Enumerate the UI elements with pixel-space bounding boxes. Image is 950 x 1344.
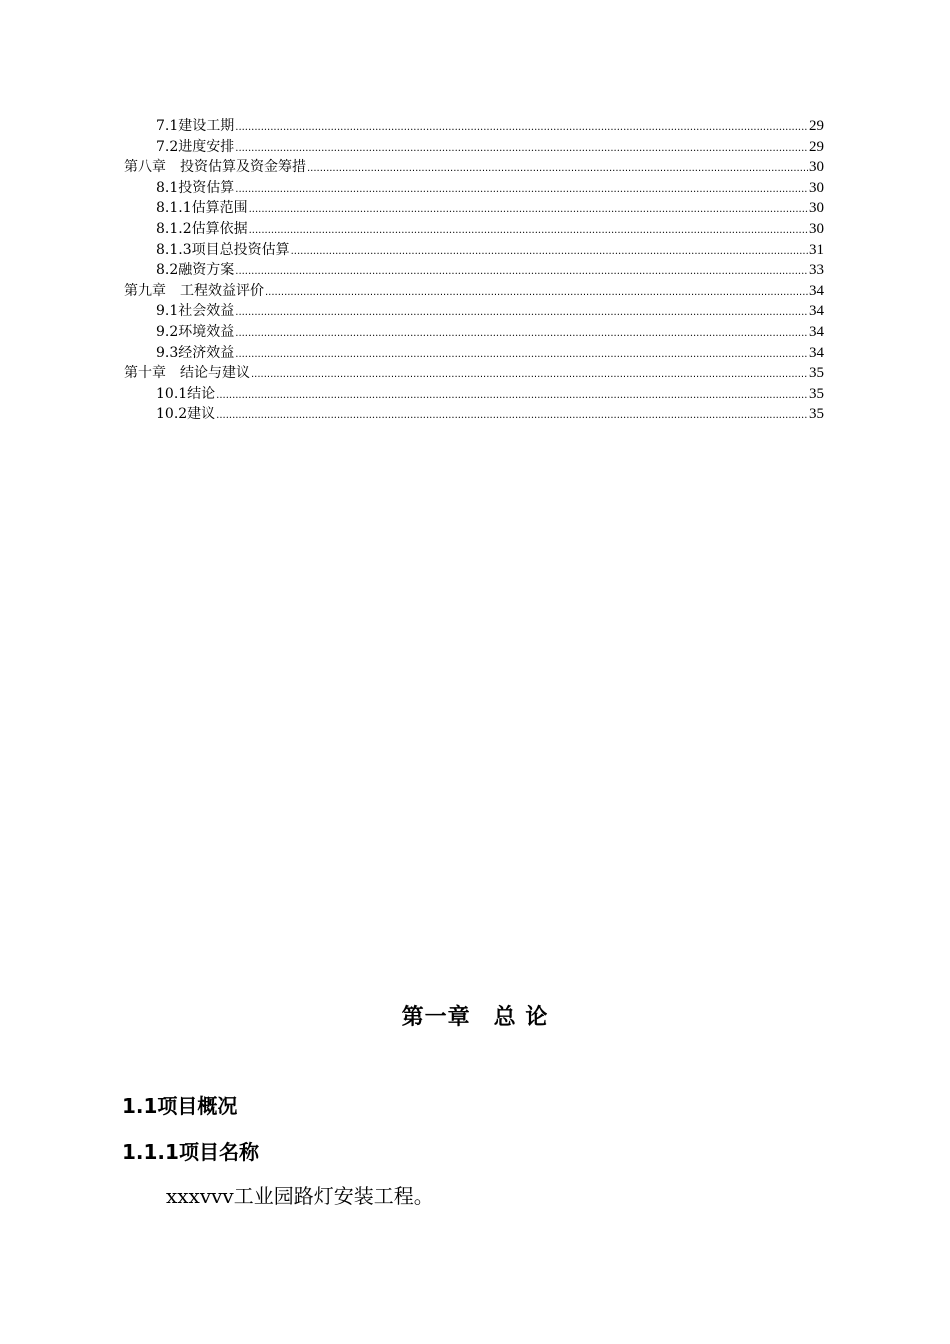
toc-section-entry[interactable] xyxy=(124,178,824,199)
toc-page-number: 35 xyxy=(809,385,824,402)
toc-page-number: 35 xyxy=(809,406,824,423)
toc-page-number: 30 xyxy=(809,179,824,196)
toc-entry-label: 9.1社会效益 xyxy=(156,303,235,320)
toc-page-number: 29 xyxy=(809,138,824,155)
toc-entry-label: 9.2环境效益 xyxy=(156,323,235,340)
toc-entry-label: 7.1建设工期 xyxy=(156,118,235,134)
toc-entry-label: 第十章 结论与建议 xyxy=(124,365,250,382)
toc-dot-leader xyxy=(235,118,808,139)
toc-dot-leader xyxy=(235,303,808,324)
toc-page-number: 33 xyxy=(809,262,824,279)
subsection-heading: 1.1.1项目名称 xyxy=(122,1140,259,1164)
toc-dot-leader xyxy=(265,283,808,304)
toc-section-entry[interactable] xyxy=(124,260,824,281)
toc-section-entry[interactable] xyxy=(124,404,824,425)
toc-entry-label: 8.1.1估算范围 xyxy=(156,200,248,217)
toc-page-number: 30 xyxy=(809,200,824,217)
toc-chapter-entry[interactable] xyxy=(124,281,824,302)
toc-dot-leader xyxy=(251,365,808,386)
toc-dot-leader xyxy=(249,200,808,221)
toc-page-number: 34 xyxy=(809,282,824,299)
toc-entry-label: 10.2建议 xyxy=(156,406,216,423)
toc-entry-label: 第八章 投资估算及资金筹措 xyxy=(124,159,306,176)
toc-section-entry[interactable] xyxy=(124,116,824,137)
toc-chapter-entry[interactable] xyxy=(124,363,824,384)
toc-section-entry[interactable] xyxy=(124,343,824,364)
toc-dot-leader xyxy=(216,406,808,427)
toc-dot-leader xyxy=(249,221,808,242)
toc-page-number: 31 xyxy=(809,241,824,258)
toc-chapter-entry[interactable] xyxy=(124,157,824,178)
toc-page-number: 30 xyxy=(809,159,824,176)
table-of-contents xyxy=(124,116,824,425)
toc-dot-leader xyxy=(235,324,808,345)
toc-section-entry[interactable] xyxy=(124,198,824,219)
toc-page-number: 30 xyxy=(809,220,824,237)
toc-page-number: 34 xyxy=(809,344,824,361)
project-name-paragraph: xxxvvv工业园路灯安装工程。 xyxy=(166,1184,434,1208)
toc-entry-label: 9.3经济效益 xyxy=(156,344,235,361)
toc-page-number: 34 xyxy=(809,303,824,320)
section-heading: 1.1项目概况 xyxy=(122,1094,238,1118)
toc-page-number: 34 xyxy=(809,323,824,340)
toc-dot-leader xyxy=(235,180,808,201)
toc-dot-leader xyxy=(307,159,808,180)
toc-page-number: 29 xyxy=(809,118,824,134)
toc-entry-label: 8.1投资估算 xyxy=(156,179,235,196)
toc-dot-leader xyxy=(216,386,808,407)
toc-section-entry[interactable] xyxy=(124,137,824,158)
toc-dot-leader xyxy=(235,139,808,160)
toc-entry-label: 第九章 工程效益评价 xyxy=(124,282,264,299)
toc-section-entry[interactable] xyxy=(124,240,824,261)
toc-dot-leader xyxy=(291,242,808,263)
toc-entry-label: 8.1.3项目总投资估算 xyxy=(156,241,290,258)
toc-section-entry[interactable] xyxy=(124,322,824,343)
toc-dot-leader xyxy=(235,345,808,366)
toc-section-entry[interactable] xyxy=(124,384,824,405)
toc-dot-leader xyxy=(235,262,808,283)
toc-page-number: 35 xyxy=(809,365,824,382)
toc-entry-label: 7.2进度安排 xyxy=(156,138,235,155)
chapter-title: 第一章 总 论 xyxy=(401,1005,549,1030)
toc-section-entry[interactable] xyxy=(124,219,824,240)
toc-section-entry[interactable] xyxy=(124,301,824,322)
toc-entry-label: 8.2融资方案 xyxy=(156,262,235,279)
toc-entry-label: 10.1结论 xyxy=(156,385,216,402)
toc-entry-label: 8.1.2估算依据 xyxy=(156,220,248,237)
